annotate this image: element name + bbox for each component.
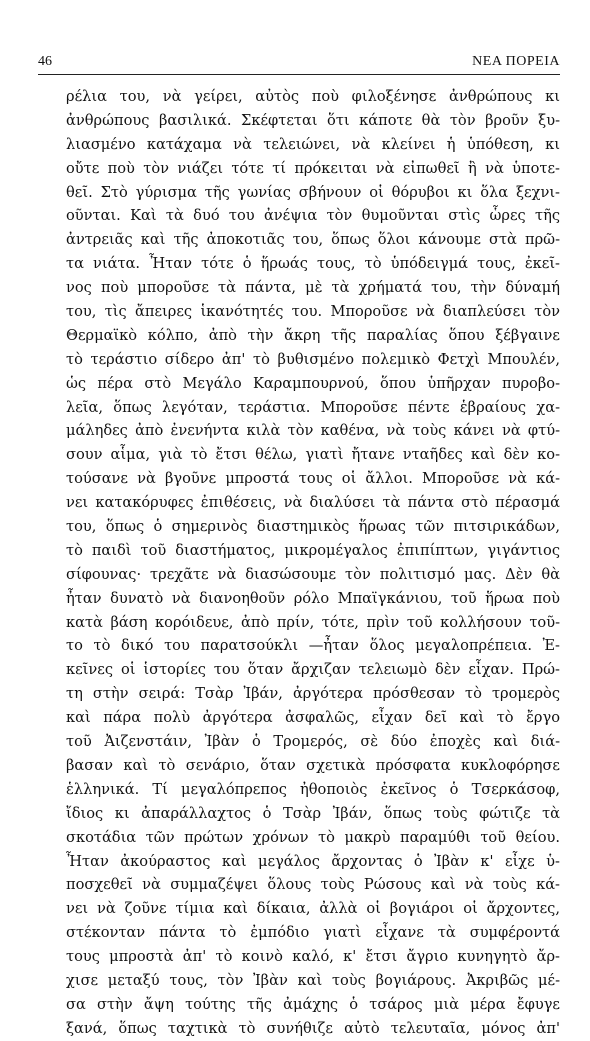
page-header bbox=[38, 54, 560, 74]
text-line: σουν αἷμα, γιὰ τὸ ἔτσι θέλω, γιατὶ ἤτανε νταῆδες καὶ δὲν κο- bbox=[66, 446, 560, 464]
text-line: λιασμένο κατάχαμα νὰ τελειώνει, νὰ κλείνει ἡ ὑπόθεση, κι bbox=[66, 135, 560, 153]
text-line: κεῖνες οἱ ἱστορίες του ὅταν ἄρχιζαν τελειωμὸ δὲν εἶχαν. Πρώ- bbox=[66, 661, 560, 679]
text-line: τα νιάτα. Ἦταν τότε ὁ ἥρωάς τους, τὸ ὑπόδειγμά τους, ἐκεῖ- bbox=[66, 255, 560, 273]
text-line: τους μπροστὰ ἀπ' τὸ κοινὸ καλό, κ' ἔτσι ἄγριο κυνηγητὸ ἄρ- bbox=[66, 948, 560, 966]
text-line: ποσχεθεῖ νὰ συμμαζέψει ὅλους τοὺς Ρώσους καὶ νὰ τοὺς κά- bbox=[66, 876, 560, 894]
text-line: οὔτε ποὺ τὸν νιάζει τότε τί πρόκειται νὰ εἰπωθεῖ ἢ νὰ ὑποτε- bbox=[66, 159, 560, 177]
text-line: το τὸ δικό του παρατσούκλι —ἦταν ὅλος μεγαλοπρέπεια. Ἐ- bbox=[66, 637, 560, 655]
text-line: ἦταν δυνατὸ νὰ διανοηθοῦν ρόλο Μπαϊγκάνιου, τοῦ ἥρωα ποὺ bbox=[66, 589, 560, 607]
header-rule bbox=[38, 74, 560, 75]
text-line: βασαν καὶ τὸ σενάριο, ὅταν σχετικὰ πρόσφατα κυκλοφόρησε bbox=[66, 756, 560, 774]
text-line: οῦνται. Καὶ τὰ δυό του ἀνέψια τὸν θυμοῦνται στὶς ὧρες τῆς bbox=[66, 207, 560, 225]
running-title: ΝΕΑ ΠΟΡΕΙΑ bbox=[472, 54, 560, 69]
text-line: σα στὴν ἄψη τούτης τῆς ἀμάχης ὁ τσάρος μιὰ μέρα ἔφυγε bbox=[66, 995, 560, 1013]
text-line: ξανά, ὅπως ταχτικὰ τὸ συνήθιζε αὐτὸ τελευταῖα, μόνος ἀπ' bbox=[66, 1019, 560, 1037]
text-line: νος ποὺ μποροῦσε τὰ πάντα, μὲ τὰ χρήματά του, τὴν δύναμή bbox=[66, 279, 560, 297]
text-line: καὶ πάρα πολὺ ἀργότερα ἀσφαλῶς, εἶχαν δεῖ καὶ τὸ ἔργο bbox=[66, 709, 560, 727]
text-line: ἴδιος κι ἀπαράλλαχτος ὁ Τσὰρ Ἰβάν, ὅπως τοὺς φώτιζε τὰ bbox=[66, 804, 560, 822]
text-line: στέκονταν πάντα τὸ ἐμπόδιο γιατὶ εἶχανε τὰ συμφέροντά bbox=[66, 924, 560, 942]
text-line: μάληδες ἀπὸ ἐνενήντα κιλὰ τὸν καθένα, νὰ τοὺς κάνει νὰ φτύ- bbox=[66, 422, 560, 440]
text-line: τὸ τεράστιο σίδερο ἀπ' τὸ βυθισμένο πολεμικὸ Φετχὶ Μπουλέν, bbox=[66, 350, 560, 368]
text-line: θεῖ. Στὸ γύρισμα τῆς γωνίας σβήνουν οἱ θόρυβοι κι ὅλα ξεχνι- bbox=[66, 183, 560, 201]
text-line: σίφουνας· τρεχᾶτε νὰ διασώσουμε τὸν πολιτισμό μας. Δὲν θὰ bbox=[66, 565, 560, 583]
text-line: ἑλληνικά. Τί μεγαλόπρεπος ἠθοποιὸς ἐκεῖνος ὁ Τσερκάσοφ, bbox=[66, 780, 560, 798]
text-line: του, τὶς ἄπειρες ἱκανότητές του. Μποροῦσε νὰ διαπλεύσει τὸν bbox=[66, 303, 560, 321]
text-line: ὡς πέρα στὸ Μεγάλο Καραμπουρνού, ὅπου ὑπῆρχαν πυροβο- bbox=[66, 374, 560, 392]
page-number: 46 bbox=[38, 54, 52, 69]
text-line: του, ὅπως ὁ σημερινὸς διαστημικὸς ἥρωας τῶν πιτσιρικάδων, bbox=[66, 518, 560, 536]
text-line: Ἦταν ἀκούραστος καὶ μεγάλος ἄρχοντας ὁ Ἰβὰν κ' εἶχε ὑ- bbox=[66, 852, 560, 870]
text-line: χισε μεταξύ τους, τὸν Ἰβὰν καὶ τοὺς βογιάρους. Ἀκριβῶς μέ- bbox=[66, 971, 560, 989]
text-line: σκοτάδια τῶν πρώτων χρόνων τὸ μακρὺ παραμύθι τοῦ θείου. bbox=[66, 828, 560, 846]
text-line: τούσανε νὰ βγοῦνε μπροστά τους οἱ ἄλλοι. Μποροῦσε νὰ κά- bbox=[66, 470, 560, 488]
text-line: κατὰ βάση κορόιδευε, ἀπὸ πρίν, τότε, πρὶν τοῦ κολλήσουν τοῦ- bbox=[66, 613, 560, 631]
text-line: τη στὴν σειρά: Τσὰρ Ἰβάν, ἀργότερα πρόσθεσαν τὸ τρομερὸς bbox=[66, 685, 560, 703]
text-line: ρέλια του, νὰ γείρει, αὐτὸς ποὺ φιλοξένησε ἀνθρώπους κι bbox=[66, 88, 560, 105]
text-line: ἀντρειᾶς καὶ τῆς ἀποκοτιᾶς του, ὅπως ὅλοι κάνουμε στὰ πρῶ- bbox=[66, 231, 560, 249]
text-line: νει κατακόρυφες ἐπιθέσεις, νὰ διαλύσει τὰ πάντα στὸ πέρασμά bbox=[66, 494, 560, 512]
text-line: νει νὰ ζοῦνε τίμια καὶ δίκαια, ἀλλὰ οἱ βογιάροι οἱ ἄρχοντες, bbox=[66, 900, 560, 918]
text-line: Θερμαϊκὸ κόλπο, ἀπὸ τὴν ἄκρη τῆς παραλίας ὅπου ξέβγαινε bbox=[66, 326, 560, 344]
text-line: λεῖα, ὅπως λεγόταν, τεράστια. Μποροῦσε πέντε ἑβραίους χα- bbox=[66, 398, 560, 416]
text-line: ἀνθρώπους βασιλικά. Σκέφτεται ὅτι κάποτε θὰ τὸν βροῦν ξυ- bbox=[66, 111, 560, 129]
body-text bbox=[66, 85, 560, 1041]
text-line: τοῦ Ἀιζενστάιν, Ἰβὰν ὁ Τρομερός, σὲ δύο ἐποχὲς καὶ διά- bbox=[66, 733, 560, 751]
text-line: τὸ παιδὶ τοῦ διαστήματος, μικρομέγαλος ἐπιπίπτων, γιγάντιος bbox=[66, 541, 560, 559]
